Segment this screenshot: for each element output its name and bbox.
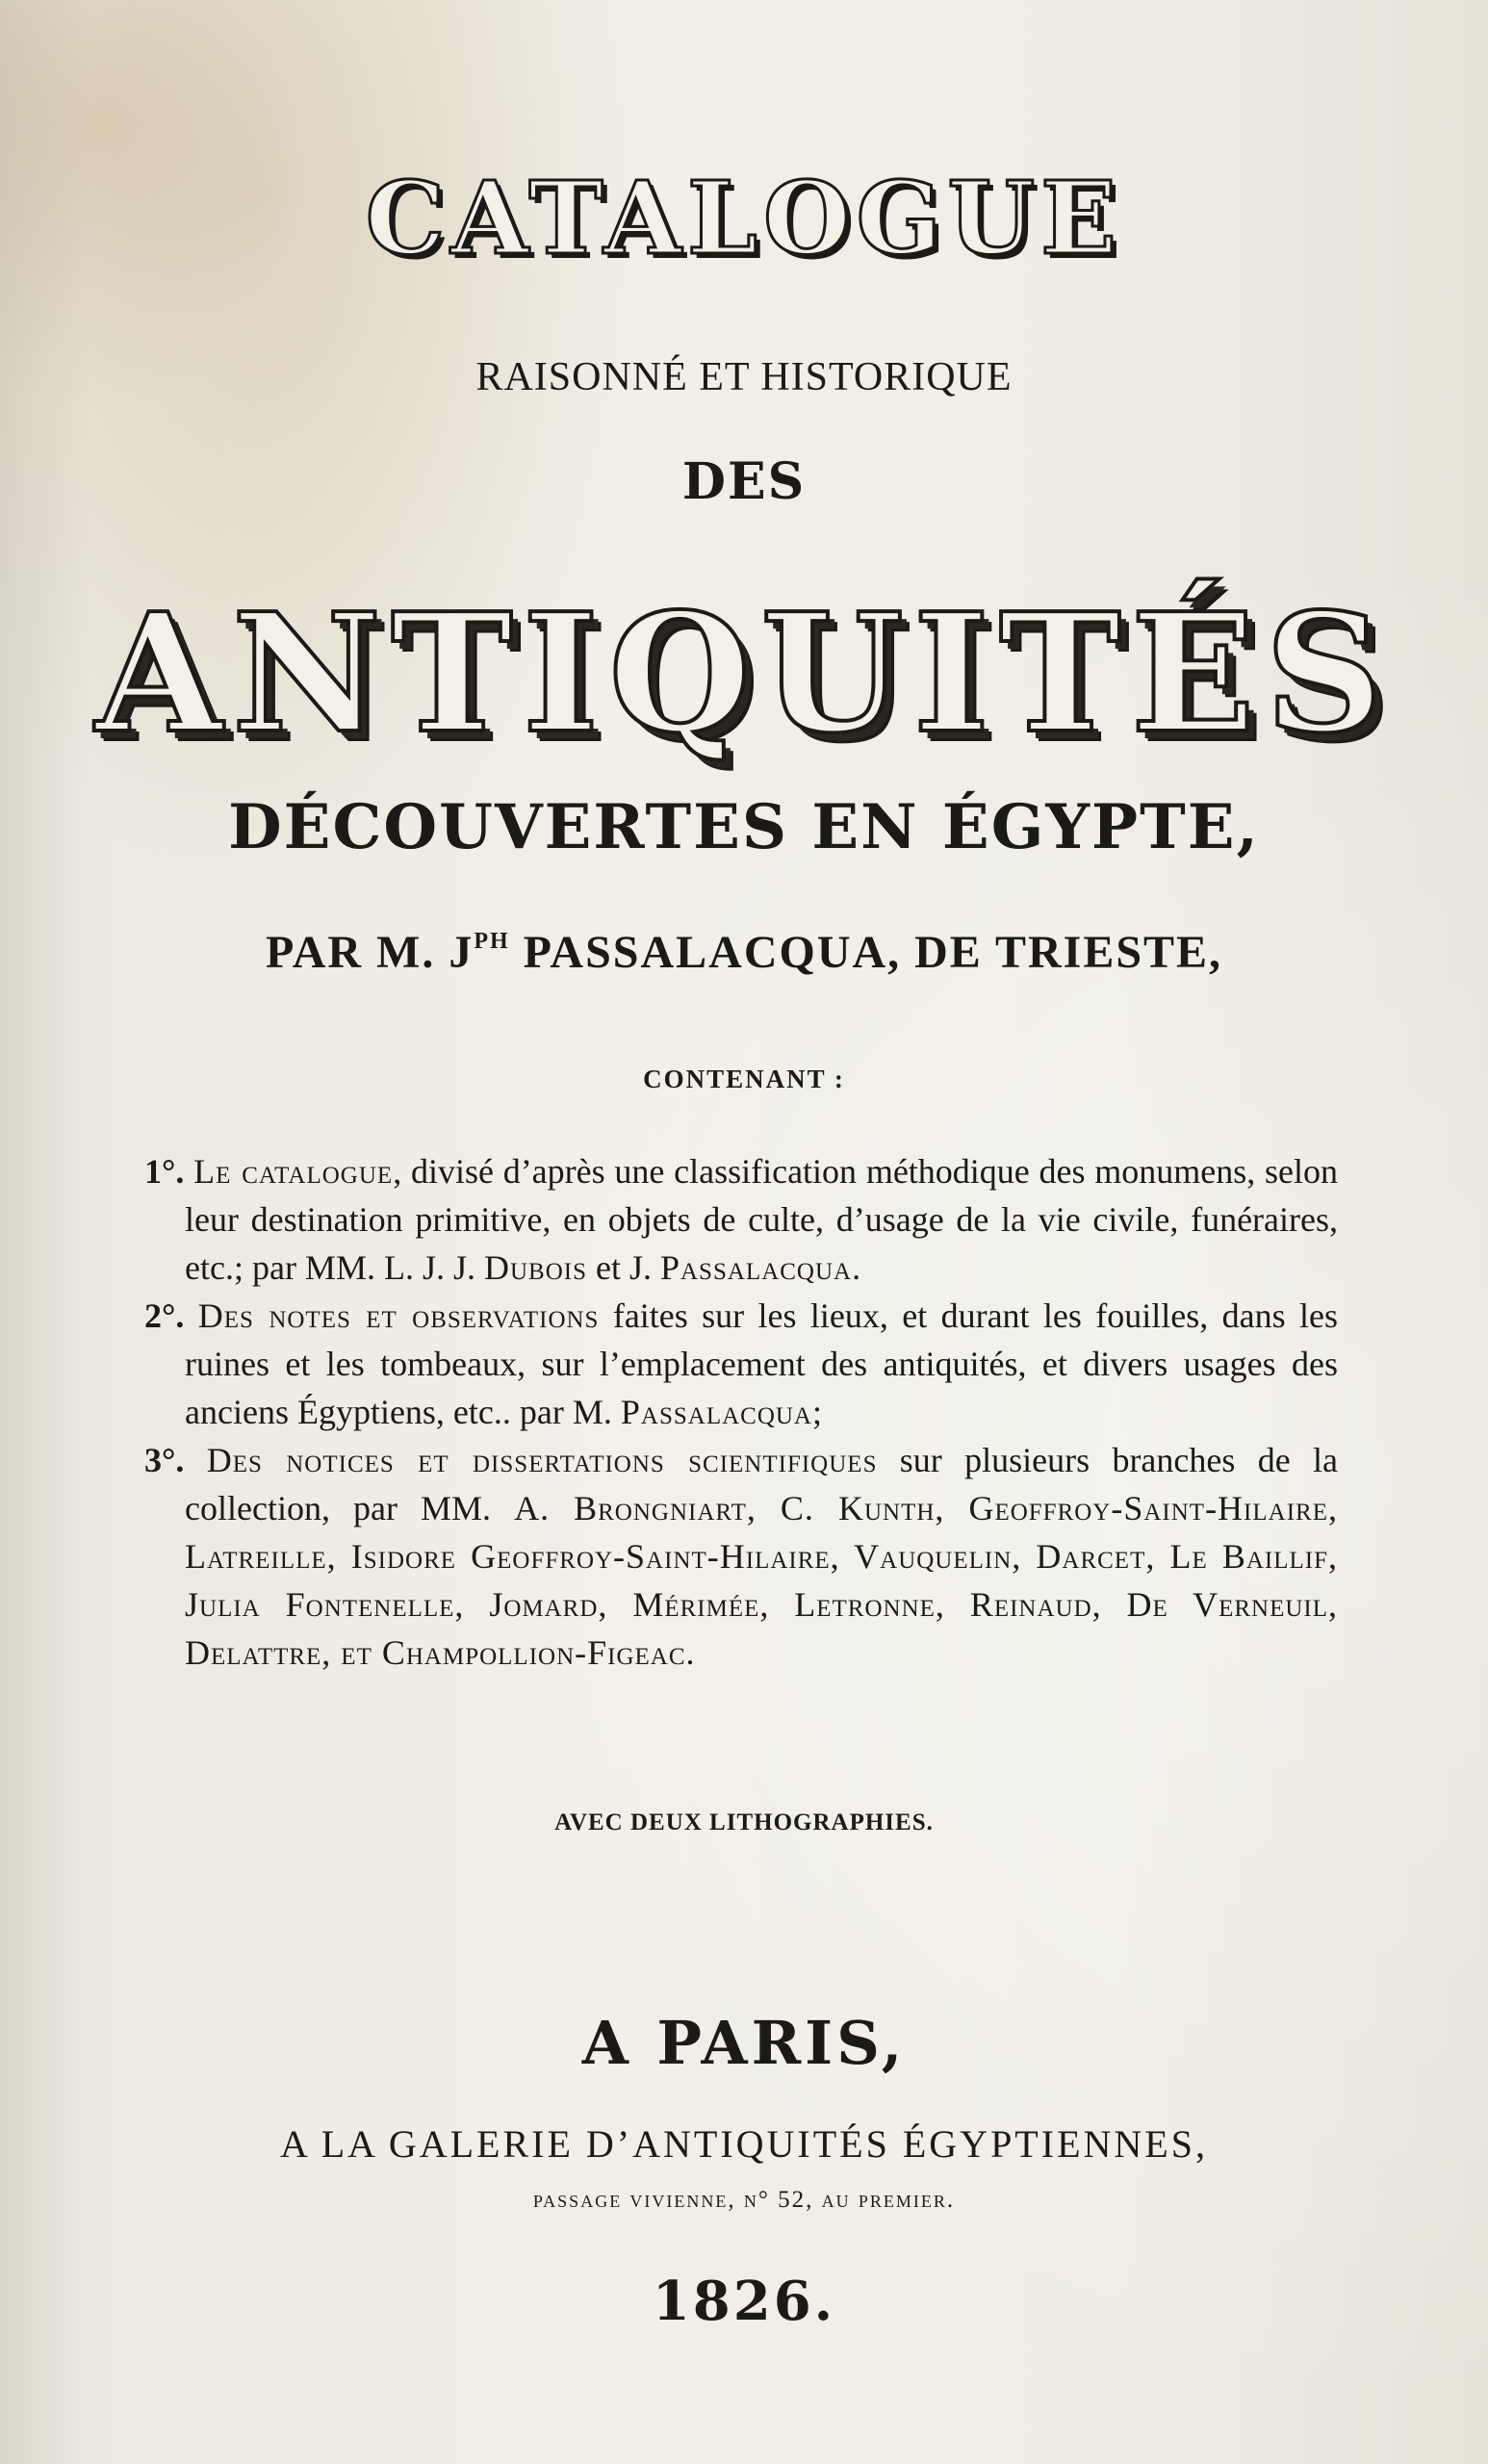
- item-body: , divisé d’après une classification méthodique des monumens, selon leur destination primitive, en objets de culte, d’usage de la vie civile, funéraires, etc.; par MM. L. J. J.: [185, 1152, 1339, 1287]
- author-name: PASSALACQUA, DE TRIESTE,: [509, 927, 1223, 978]
- item-names: A. Brongniart, C. Kunth, Geoffroy-Saint-Hilaire, Latreille, Isidore Geoffroy-Saint-Hilaire, Vauquelin, Darcet, Le Baillif, Julia Fontenelle, Jomard, Mérimée, Letronne, Reinaud, De Verneuil, Delattre, et Champollion-Figeac.: [185, 1489, 1338, 1672]
- author-prefix: PAR M. J: [265, 927, 475, 978]
- item-number: 1°.: [144, 1152, 185, 1191]
- item-head: Le catalogue: [193, 1152, 394, 1191]
- item-name: Dubois: [483, 1248, 587, 1287]
- item-mid: et J.: [586, 1248, 660, 1287]
- author-abbrev: PH: [474, 929, 510, 954]
- subtitle-raisonne: RAISONNÉ ET HISTORIQUE: [475, 355, 1013, 399]
- imprint-city: A PARIS,: [581, 2008, 907, 2078]
- item-name: Passalacqua: [659, 1248, 853, 1287]
- imprint-galerie: A LA GALERIE D’ANTIQUITÉS ÉGYPTIENNES,: [280, 2122, 1208, 2166]
- title-decouvertes: DÉCOUVERTES EN ÉGYPTE,: [228, 791, 1260, 863]
- title-antiquites: ANTIQUITÉS: [94, 578, 1394, 770]
- author-line: [0, 926, 1488, 979]
- contents-item-1: [144, 1147, 1338, 1292]
- title-catalogue: CATALOGUE: [365, 159, 1123, 277]
- item-body: faites sur les lieux, et durant les fouilles, dans les ruines et les tombeaux, sur l’emplacement des antiquités, et divers usages des anciens Égyptiens, etc.. par M.: [185, 1296, 1338, 1431]
- item-number: 3°.: [144, 1441, 185, 1479]
- item-number: 2°.: [144, 1296, 185, 1335]
- lithographies-note: AVEC DEUX LITHOGRAPHIES.: [554, 1810, 934, 1835]
- contenant-heading: CONTENANT :: [643, 1065, 845, 1093]
- item-end: ;: [811, 1393, 822, 1431]
- imprint-address: passage vivienne, n° 52, au premier.: [532, 2187, 956, 2213]
- imprint-year: 1826.: [652, 2270, 836, 2333]
- contents-list: [144, 1147, 1338, 1677]
- contents-item-3: [144, 1436, 1338, 1677]
- item-body: sur plusieurs branches de la collection, par MM.: [185, 1441, 1338, 1527]
- item-end: .: [852, 1248, 861, 1287]
- contents-item-2: [144, 1292, 1338, 1436]
- item-name: Passalacqua: [620, 1393, 812, 1431]
- item-head: Des notices et dissertations scientifiques: [206, 1441, 878, 1479]
- title-des: DES: [681, 452, 807, 511]
- item-head: Des notes et observations: [197, 1296, 600, 1335]
